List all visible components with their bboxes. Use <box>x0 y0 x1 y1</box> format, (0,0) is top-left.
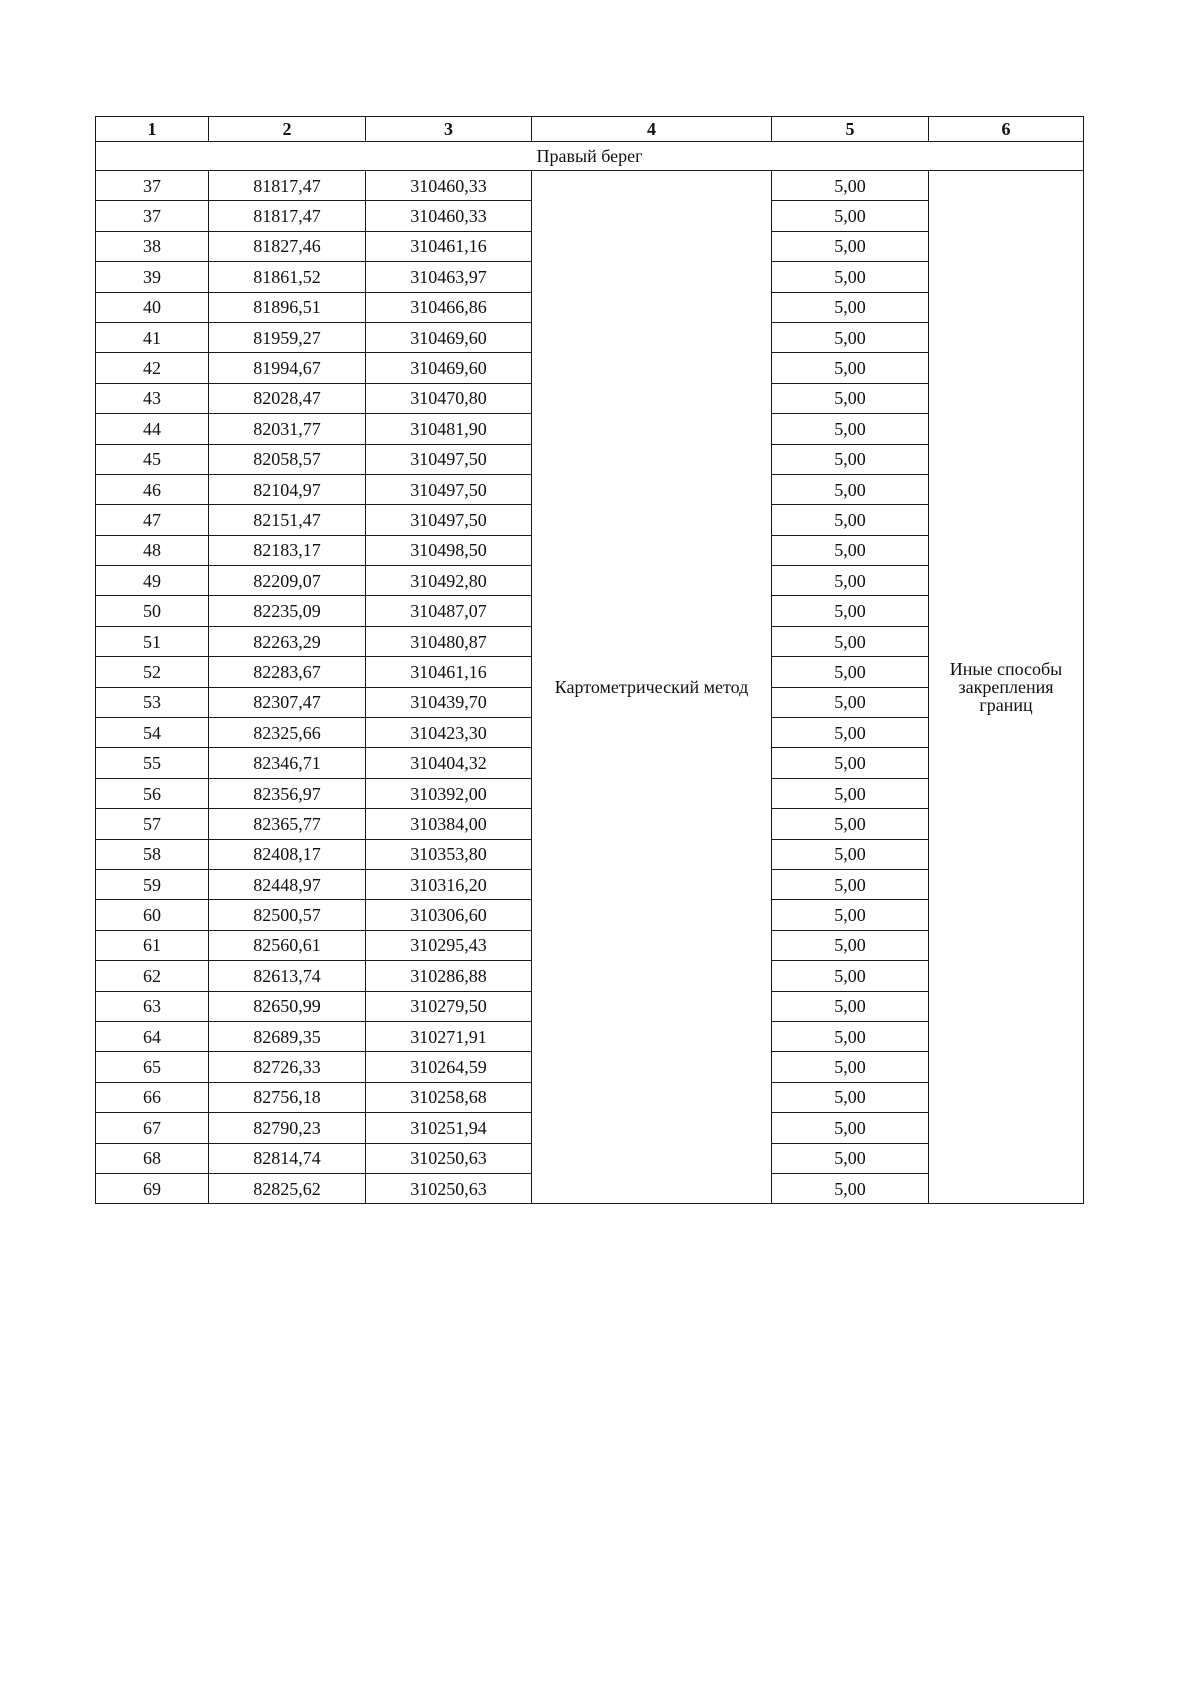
accuracy-cell: 5,00 <box>772 1052 929 1082</box>
x-coordinate-cell: 81959,27 <box>209 322 366 352</box>
y-coordinate-cell: 310306,60 <box>366 900 532 930</box>
y-coordinate-cell: 310460,33 <box>366 201 532 231</box>
accuracy-cell: 5,00 <box>772 262 929 292</box>
fixing-method-cell <box>929 171 1084 1204</box>
accuracy-cell: 5,00 <box>772 930 929 960</box>
y-coordinate-cell: 310392,00 <box>366 778 532 808</box>
header-cell-6: 6 <box>929 117 1084 142</box>
point-number-cell: 51 <box>96 626 209 656</box>
y-coordinate-cell: 310251,94 <box>366 1113 532 1143</box>
accuracy-cell: 5,00 <box>772 231 929 261</box>
y-coordinate-cell: 310469,60 <box>366 353 532 383</box>
y-coordinate-cell: 310466,86 <box>366 292 532 322</box>
accuracy-cell: 5,00 <box>772 171 929 201</box>
point-number-cell: 48 <box>96 535 209 565</box>
x-coordinate-cell: 82814,74 <box>209 1143 366 1173</box>
accuracy-cell: 5,00 <box>772 566 929 596</box>
x-coordinate-cell: 82151,47 <box>209 505 366 535</box>
point-number-cell: 55 <box>96 748 209 778</box>
point-number-cell: 69 <box>96 1173 209 1203</box>
x-coordinate-cell: 82346,71 <box>209 748 366 778</box>
point-number-cell: 38 <box>96 231 209 261</box>
point-number-cell: 49 <box>96 566 209 596</box>
x-coordinate-cell: 82560,61 <box>209 930 366 960</box>
x-coordinate-cell: 81994,67 <box>209 353 366 383</box>
point-number-cell: 37 <box>96 201 209 231</box>
header-cell-5: 5 <box>772 117 929 142</box>
point-number-cell: 39 <box>96 262 209 292</box>
x-coordinate-cell: 82235,09 <box>209 596 366 626</box>
point-number-cell: 44 <box>96 414 209 444</box>
accuracy-cell: 5,00 <box>772 535 929 565</box>
accuracy-cell: 5,00 <box>772 1082 929 1112</box>
point-number-cell: 56 <box>96 778 209 808</box>
accuracy-cell: 5,00 <box>772 1173 929 1203</box>
y-coordinate-cell: 310470,80 <box>366 383 532 413</box>
point-number-cell: 40 <box>96 292 209 322</box>
point-number-cell: 65 <box>96 1052 209 1082</box>
point-number-cell: 62 <box>96 961 209 991</box>
x-coordinate-cell: 82183,17 <box>209 535 366 565</box>
y-coordinate-cell: 310481,90 <box>366 414 532 444</box>
point-number-cell: 47 <box>96 505 209 535</box>
accuracy-cell: 5,00 <box>772 718 929 748</box>
x-coordinate-cell: 82365,77 <box>209 809 366 839</box>
point-number-cell: 59 <box>96 869 209 899</box>
x-coordinate-cell: 82209,07 <box>209 566 366 596</box>
y-coordinate-cell: 310279,50 <box>366 991 532 1021</box>
accuracy-cell: 5,00 <box>772 809 929 839</box>
accuracy-cell: 5,00 <box>772 1113 929 1143</box>
point-number-cell: 45 <box>96 444 209 474</box>
y-coordinate-cell: 310497,50 <box>366 505 532 535</box>
y-coordinate-cell: 310271,91 <box>366 1021 532 1051</box>
x-coordinate-cell: 81827,46 <box>209 231 366 261</box>
x-coordinate-cell: 82307,47 <box>209 687 366 717</box>
x-coordinate-cell: 82500,57 <box>209 900 366 930</box>
point-number-cell: 63 <box>96 991 209 1021</box>
point-number-cell: 64 <box>96 1021 209 1051</box>
point-number-cell: 67 <box>96 1113 209 1143</box>
x-coordinate-cell: 82356,97 <box>209 778 366 808</box>
y-coordinate-cell: 310480,87 <box>366 626 532 656</box>
y-coordinate-cell: 310264,59 <box>366 1052 532 1082</box>
x-coordinate-cell: 82726,33 <box>209 1052 366 1082</box>
method-cell: Картометрический метод <box>532 171 772 1204</box>
y-coordinate-cell: 310258,68 <box>366 1082 532 1112</box>
x-coordinate-cell: 81817,47 <box>209 171 366 201</box>
point-number-cell: 52 <box>96 657 209 687</box>
table-row <box>96 171 1084 201</box>
y-coordinate-cell: 310404,32 <box>366 748 532 778</box>
accuracy-cell: 5,00 <box>772 414 929 444</box>
y-coordinate-cell: 310497,50 <box>366 444 532 474</box>
accuracy-cell: 5,00 <box>772 383 929 413</box>
point-number-cell: 53 <box>96 687 209 717</box>
section-title: Правый берег <box>96 142 1084 171</box>
header-cell-3: 3 <box>366 117 532 142</box>
header-cell-1: 1 <box>96 117 209 142</box>
point-number-cell: 50 <box>96 596 209 626</box>
point-number-cell: 61 <box>96 930 209 960</box>
header-cell-2: 2 <box>209 117 366 142</box>
accuracy-cell: 5,00 <box>772 657 929 687</box>
accuracy-cell: 5,00 <box>772 201 929 231</box>
header-cell-4: 4 <box>532 117 772 142</box>
y-coordinate-cell: 310439,70 <box>366 687 532 717</box>
y-coordinate-cell: 310463,97 <box>366 262 532 292</box>
accuracy-cell: 5,00 <box>772 505 929 535</box>
point-number-cell: 43 <box>96 383 209 413</box>
accuracy-cell: 5,00 <box>772 687 929 717</box>
y-coordinate-cell: 310460,33 <box>366 171 532 201</box>
x-coordinate-cell: 82613,74 <box>209 961 366 991</box>
accuracy-cell: 5,00 <box>772 869 929 899</box>
y-coordinate-cell: 310469,60 <box>366 322 532 352</box>
accuracy-cell: 5,00 <box>772 292 929 322</box>
x-coordinate-cell: 82058,57 <box>209 444 366 474</box>
fixing-method-line: Иные способы <box>949 659 1063 680</box>
x-coordinate-cell: 82408,17 <box>209 839 366 869</box>
y-coordinate-cell: 310423,30 <box>366 718 532 748</box>
y-coordinate-cell: 310461,16 <box>366 657 532 687</box>
accuracy-cell: 5,00 <box>772 900 929 930</box>
y-coordinate-cell: 310498,50 <box>366 535 532 565</box>
accuracy-cell: 5,00 <box>772 353 929 383</box>
accuracy-cell: 5,00 <box>772 444 929 474</box>
y-coordinate-cell: 310487,07 <box>366 596 532 626</box>
x-coordinate-cell: 82031,77 <box>209 414 366 444</box>
header-row <box>96 117 1084 142</box>
point-number-cell: 68 <box>96 1143 209 1173</box>
point-number-cell: 57 <box>96 809 209 839</box>
point-number-cell: 58 <box>96 839 209 869</box>
y-coordinate-cell: 310286,88 <box>366 961 532 991</box>
x-coordinate-cell: 82325,66 <box>209 718 366 748</box>
x-coordinate-cell: 82104,97 <box>209 474 366 504</box>
coordinates-table <box>95 116 1084 1204</box>
accuracy-cell: 5,00 <box>772 961 929 991</box>
y-coordinate-cell: 310461,16 <box>366 231 532 261</box>
point-number-cell: 54 <box>96 718 209 748</box>
accuracy-cell: 5,00 <box>772 839 929 869</box>
point-number-cell: 66 <box>96 1082 209 1112</box>
y-coordinate-cell: 310250,63 <box>366 1173 532 1203</box>
x-coordinate-cell: 82263,29 <box>209 626 366 656</box>
x-coordinate-cell: 81896,51 <box>209 292 366 322</box>
y-coordinate-cell: 310295,43 <box>366 930 532 960</box>
x-coordinate-cell: 82689,35 <box>209 1021 366 1051</box>
x-coordinate-cell: 81861,52 <box>209 262 366 292</box>
y-coordinate-cell: 310353,80 <box>366 839 532 869</box>
fixing-method-line: границ <box>979 695 1033 716</box>
point-number-cell: 46 <box>96 474 209 504</box>
x-coordinate-cell: 81817,47 <box>209 201 366 231</box>
point-number-cell: 41 <box>96 322 209 352</box>
y-coordinate-cell: 310384,00 <box>366 809 532 839</box>
accuracy-cell: 5,00 <box>772 778 929 808</box>
x-coordinate-cell: 82790,23 <box>209 1113 366 1143</box>
accuracy-cell: 5,00 <box>772 474 929 504</box>
accuracy-cell: 5,00 <box>772 1021 929 1051</box>
section-row <box>96 142 1084 171</box>
x-coordinate-cell: 82283,67 <box>209 657 366 687</box>
fixing-method-line: закрепления <box>958 677 1054 698</box>
accuracy-cell: 5,00 <box>772 1143 929 1173</box>
accuracy-cell: 5,00 <box>772 626 929 656</box>
x-coordinate-cell: 82825,62 <box>209 1173 366 1203</box>
point-number-cell: 42 <box>96 353 209 383</box>
accuracy-cell: 5,00 <box>772 991 929 1021</box>
x-coordinate-cell: 82756,18 <box>209 1082 366 1112</box>
x-coordinate-cell: 82448,97 <box>209 869 366 899</box>
point-number-cell: 60 <box>96 900 209 930</box>
x-coordinate-cell: 82028,47 <box>209 383 366 413</box>
accuracy-cell: 5,00 <box>772 748 929 778</box>
x-coordinate-cell: 82650,99 <box>209 991 366 1021</box>
y-coordinate-cell: 310497,50 <box>366 474 532 504</box>
y-coordinate-cell: 310316,20 <box>366 869 532 899</box>
y-coordinate-cell: 310250,63 <box>366 1143 532 1173</box>
point-number-cell: 37 <box>96 171 209 201</box>
accuracy-cell: 5,00 <box>772 322 929 352</box>
accuracy-cell: 5,00 <box>772 596 929 626</box>
y-coordinate-cell: 310492,80 <box>366 566 532 596</box>
